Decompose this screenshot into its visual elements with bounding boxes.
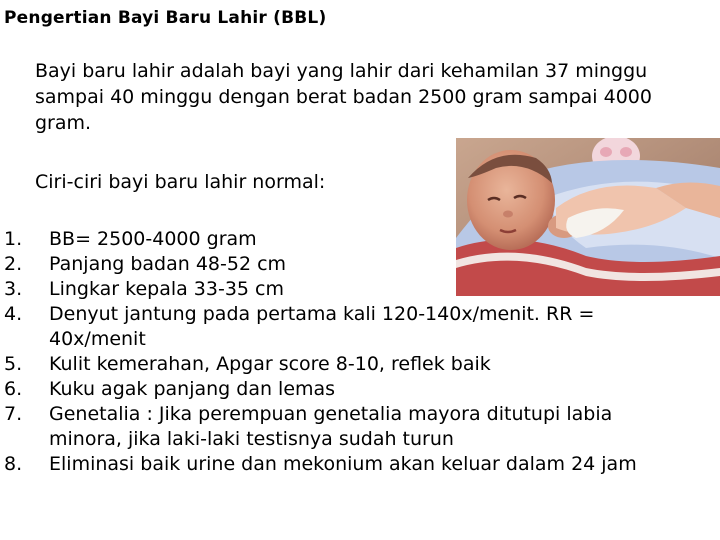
list-item — [0, 452, 720, 477]
list-item-number: 7. — [4, 403, 23, 425]
list-item — [0, 402, 720, 452]
list-item — [0, 252, 720, 277]
list-item-number: 8. — [4, 453, 23, 475]
list-item — [0, 302, 720, 352]
list-item — [0, 227, 720, 252]
list-item-text: Genetalia : Jika perempuan genetalia mayora ditutupi labia minora, jika laki-laki testisnya sudah turun — [49, 403, 613, 450]
characteristics-list — [0, 227, 720, 477]
list-item-text: Kuku agak panjang dan lemas — [49, 378, 336, 400]
page-title: Pengertian Bayi Baru Lahir (BBL) — [4, 8, 327, 28]
list-item-text: Kulit kemerahan, Apgar score 8-10, reflek baik — [49, 353, 491, 375]
list-item-text: Panjang badan 48-52 cm — [49, 253, 287, 275]
list-item-number: 5. — [4, 353, 23, 375]
list-item-number: 2. — [4, 253, 23, 275]
list-item-text: Lingkar kepala 33-35 cm — [49, 278, 285, 300]
list-heading: Ciri-ciri bayi baru lahir normal: — [35, 171, 326, 193]
definition-paragraph: Bayi baru lahir adalah bayi yang lahir dari kehamilan 37 minggu sampai 40 minggu dengan berat badan 2500 gram sampai 4000 gram. — [35, 60, 652, 134]
list-item-text: Denyut jantung pada pertama kali 120-140x/menit. RR = 40x/menit — [49, 303, 595, 350]
list-item-number: 4. — [4, 303, 23, 325]
list-item-text: BB= 2500-4000 gram — [49, 228, 257, 250]
list-item-number: 3. — [4, 278, 23, 300]
list-item-text: Eliminasi baik urine dan mekonium akan keluar dalam 24 jam — [49, 453, 637, 475]
list-item — [0, 277, 720, 302]
list-item — [0, 352, 720, 377]
list-item-number: 1. — [4, 228, 23, 250]
list-item — [0, 377, 720, 402]
list-item-number: 6. — [4, 378, 23, 400]
